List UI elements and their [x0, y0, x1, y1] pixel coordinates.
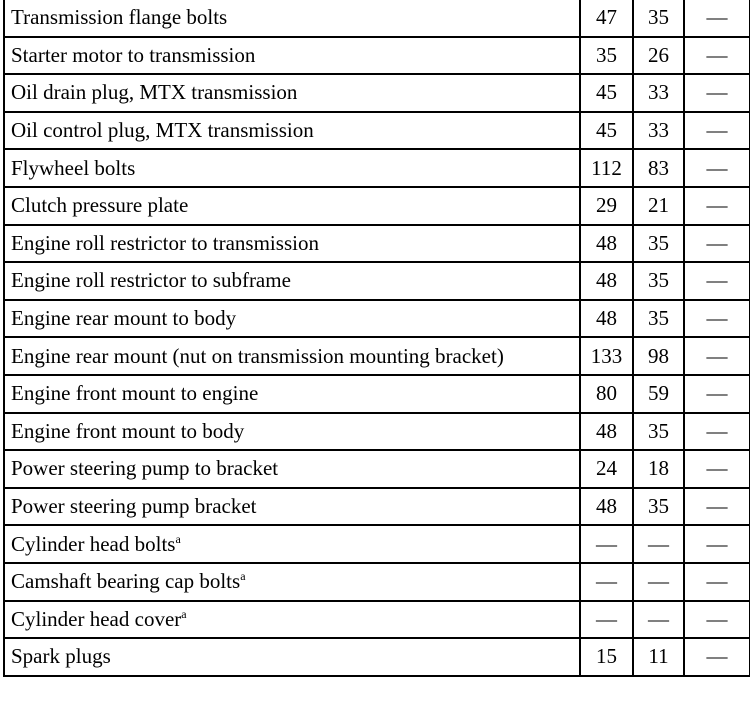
- torque-nm-cell: 35: [580, 37, 633, 75]
- torque-nm-cell: 29: [580, 187, 633, 225]
- torque-lbin-cell: —: [684, 563, 750, 601]
- component-cell: [4, 638, 580, 676]
- component-cell: [4, 112, 580, 150]
- torque-specification-table: [3, 0, 750, 677]
- component-cell: [4, 413, 580, 451]
- component-description: Engine roll restrictor to transmission: [11, 230, 319, 255]
- table-row: [4, 300, 750, 338]
- torque-nm-cell: 48: [580, 413, 633, 451]
- torque-nm-cell: 133: [580, 337, 633, 375]
- torque-lbin-cell: —: [684, 74, 750, 112]
- component-description: Cylinder head cover: [11, 606, 182, 631]
- torque-nm-cell: 45: [580, 112, 633, 150]
- footnote-marker: a: [240, 569, 246, 584]
- component-cell: [4, 601, 580, 639]
- table-row: [4, 149, 750, 187]
- torque-lbft-cell: 35: [633, 262, 684, 300]
- torque-lbft-cell: —: [633, 563, 684, 601]
- torque-lbin-cell: —: [684, 112, 750, 150]
- component-cell: [4, 375, 580, 413]
- torque-table-body: [4, 0, 750, 676]
- component-cell: [4, 525, 580, 563]
- component-cell: [4, 37, 580, 75]
- torque-nm-cell: 48: [580, 225, 633, 263]
- torque-lbft-cell: 18: [633, 450, 684, 488]
- table-row: [4, 37, 750, 75]
- table-row: [4, 0, 750, 37]
- torque-lbft-cell: 33: [633, 112, 684, 150]
- component-description: Cylinder head bolts: [11, 531, 176, 556]
- torque-lbft-cell: 83: [633, 149, 684, 187]
- table-row: [4, 74, 750, 112]
- table-row: [4, 413, 750, 451]
- torque-nm-cell: 48: [580, 262, 633, 300]
- torque-lbin-cell: —: [684, 488, 750, 526]
- torque-lbft-cell: 21: [633, 187, 684, 225]
- component-description: Engine front mount to engine: [11, 381, 259, 406]
- component-description: Engine rear mount to body: [11, 306, 237, 331]
- torque-lbin-cell: —: [684, 638, 750, 676]
- torque-lbin-cell: —: [684, 375, 750, 413]
- torque-lbft-cell: 59: [633, 375, 684, 413]
- component-cell: [4, 488, 580, 526]
- footnote-marker: a: [175, 531, 181, 546]
- torque-nm-cell: 15: [580, 638, 633, 676]
- torque-lbft-cell: 11: [633, 638, 684, 676]
- torque-nm-cell: —: [580, 525, 633, 563]
- torque-lbin-cell: —: [684, 225, 750, 263]
- footnote-marker: a: [181, 606, 187, 621]
- component-description: Engine rear mount (nut on transmission mounting bracket): [11, 343, 504, 368]
- table-row: [4, 525, 750, 563]
- component-description: Flywheel bolts: [11, 155, 136, 180]
- torque-lbft-cell: 35: [633, 413, 684, 451]
- table-row: [4, 337, 750, 375]
- torque-lbft-cell: 33: [633, 74, 684, 112]
- component-description: Camshaft bearing cap bolts: [11, 569, 241, 594]
- torque-nm-cell: 48: [580, 488, 633, 526]
- torque-lbin-cell: —: [684, 0, 750, 37]
- torque-lbin-cell: —: [684, 149, 750, 187]
- torque-lbft-cell: 98: [633, 337, 684, 375]
- table-row: [4, 563, 750, 601]
- torque-lbft-cell: 35: [633, 300, 684, 338]
- torque-lbin-cell: —: [684, 413, 750, 451]
- torque-lbft-cell: —: [633, 601, 684, 639]
- component-cell: [4, 225, 580, 263]
- component-cell: [4, 337, 580, 375]
- torque-lbin-cell: —: [684, 262, 750, 300]
- component-description: Starter motor to transmission: [11, 42, 256, 67]
- component-cell: [4, 262, 580, 300]
- table-row: [4, 638, 750, 676]
- torque-lbin-cell: —: [684, 601, 750, 639]
- table-row: [4, 187, 750, 225]
- component-description: Power steering pump to bracket: [11, 456, 279, 481]
- component-cell: [4, 563, 580, 601]
- component-cell: [4, 149, 580, 187]
- component-cell: [4, 74, 580, 112]
- torque-nm-cell: —: [580, 601, 633, 639]
- component-description: Clutch pressure plate: [11, 193, 189, 218]
- torque-lbin-cell: —: [684, 37, 750, 75]
- table-row: [4, 488, 750, 526]
- torque-nm-cell: 112: [580, 149, 633, 187]
- torque-nm-cell: 47: [580, 0, 633, 37]
- torque-lbin-cell: —: [684, 525, 750, 563]
- component-description: Engine front mount to body: [11, 418, 245, 443]
- table-row: [4, 112, 750, 150]
- table-row: [4, 225, 750, 263]
- torque-lbft-cell: —: [633, 525, 684, 563]
- torque-lbft-cell: 26: [633, 37, 684, 75]
- torque-lbft-cell: 35: [633, 225, 684, 263]
- torque-lbin-cell: —: [684, 187, 750, 225]
- component-description: Transmission flange bolts: [11, 5, 228, 30]
- component-description: Power steering pump bracket: [11, 494, 257, 519]
- component-cell: [4, 187, 580, 225]
- torque-lbin-cell: —: [684, 337, 750, 375]
- table-row: [4, 375, 750, 413]
- torque-lbin-cell: —: [684, 450, 750, 488]
- torque-lbft-cell: 35: [633, 488, 684, 526]
- component-cell: [4, 300, 580, 338]
- table-row: [4, 601, 750, 639]
- torque-nm-cell: —: [580, 563, 633, 601]
- torque-nm-cell: 80: [580, 375, 633, 413]
- torque-lbin-cell: —: [684, 300, 750, 338]
- torque-nm-cell: 24: [580, 450, 633, 488]
- component-cell: [4, 450, 580, 488]
- torque-nm-cell: 48: [580, 300, 633, 338]
- component-description: Engine roll restrictor to subframe: [11, 268, 291, 293]
- component-description: Oil control plug, MTX transmission: [11, 118, 314, 143]
- table-row: [4, 262, 750, 300]
- component-description: Spark plugs: [11, 644, 111, 669]
- component-description: Oil drain plug, MTX transmission: [11, 80, 298, 105]
- torque-lbft-cell: 35: [633, 0, 684, 37]
- torque-nm-cell: 45: [580, 74, 633, 112]
- table-row: [4, 450, 750, 488]
- component-cell: [4, 0, 580, 37]
